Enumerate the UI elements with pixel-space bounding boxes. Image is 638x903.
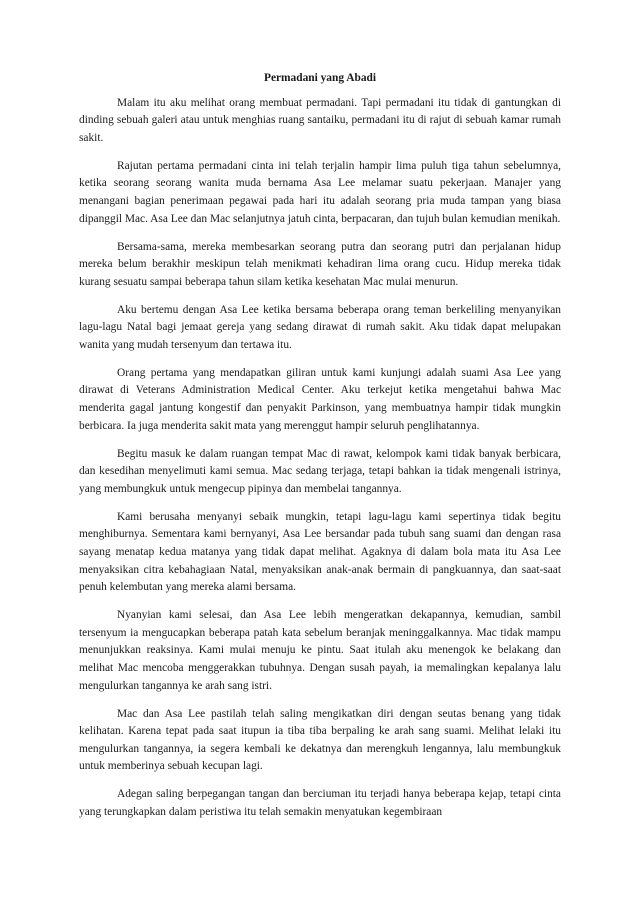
paragraph-8: Nyanyian kami selesai, dan Asa Lee lebih mengeratkan dekapannya, kemudian, sambil tersenyum ia mengucapkan beberapa patah kata sebelum beranjak meninggalkannya. Mac tidak mampu menunjukkan reaksinya. Kami mulai menuju ke pintu. Saat itulah aku menengok ke belakang dan melihat Mac mencoba menggerakkan tubuhnya. Dengan susah payah, ia memalingkan kepalanya lalu mengulurkan tangannya ke arah sang istri. bbox=[79, 609, 561, 692]
paragraph-9: Mac dan Asa Lee pastilah telah saling mengikatkan diri dengan seutas benang yang tidak kelihatan. Karena tepat pada saat itupun ia tiba tiba berpaling ke arah sang suami. Melihat lelaki itu mengulurkan tangannya, ia segera kembali ke dekatnya dan merengkuh lengannya, lalu membungkuk untuk memberinya sebuah kecupan lagi. bbox=[79, 707, 561, 773]
paragraph-5: Orang pertama yang mendapatkan giliran untuk kami kunjungi adalah suami Asa Lee yang dirawat di Veterans Administration Medical Center. Aku terkejut ketika mengetahui bahwa Mac menderita gagal jantung kongestif dan penyakit Parkinson, yang membuatnya hampir tidak mungkin berbicara. Ia juga menderita sakit mata yang merenggut hampir seluruh penglihatannya. bbox=[79, 366, 561, 432]
paragraph-1: Malam itu aku melihat orang membuat permadani. Tapi permadani itu tidak di gantungkan di dinding sebuah galeri atau untuk menghias ruang santaiku, permadani itu di rajut di sebuah kamar rumah sakit. bbox=[79, 96, 561, 144]
paragraph-7: Kami berusaha menyanyi sebaik mungkin, tetapi lagu-lagu kami sepertinya tidak begitu menghiburnya. Sementara kami bernyanyi, Asa Lee bersandar pada tubuh sang suami dan dengan rasa sayang menatap kedua matanya yang tidak dapat melihat. Agaknya di dalam bola mata itu Asa Lee menyaksikan citra kebahagiaan Natal, menyaksikan anak-anak bermain di pangkuannya, dan saat-saat penuh kelembutan yang mereka alami bersama. bbox=[79, 510, 561, 594]
paragraph-2: Rajutan pertama permadani cinta ini telah terjalin hampir lima puluh tiga tahun sebelumnya, ketika seorang seorang wanita muda bernama Asa Lee melamar suatu pekerjaan. Manajer yang menangani bagian penerimaan pegawai pada hari itu adalah seorang pria muda tampan yang biasa dipanggil Mac. Asa Lee dan Mac selanjutnya jatuh cinta, berpacaran, dan tujuh bulan kemudian menikah. bbox=[79, 159, 561, 225]
document-page bbox=[79, 70, 561, 832]
paragraph-3: Bersama-sama, mereka membesarkan seorang putra dan seorang putri dan perjalanan hidup mereka belum berakhir meskipun telah menikmati kehadiran lima orang cucu. Hidup mereka tidak kurang sesuatu sampai beberapa tahun silam ketika kesehatan Mac mulai menurun. bbox=[79, 240, 561, 288]
paragraph-10: Adegan saling berpegangan tangan dan berciuman itu terjadi hanya beberapa kejap, tetapi cinta yang terungkapkan dalam peristiwa itu telah semakin menyatukan kegembiraan bbox=[79, 788, 561, 818]
paragraph-6: Begitu masuk ke dalam ruangan tempat Mac di rawat, kelompok kami tidak banyak berbicara, dan kesedihan menyelimuti kami semua. Mac sedang terjaga, tetapi bahkan ia tidak mengenali istrinya, yang membungkuk untuk mengecup pipinya dan membelai tangannya. bbox=[79, 447, 561, 495]
document-title: Permadani yang Abadi bbox=[263, 72, 377, 84]
paragraph-4: Aku bertemu dengan Asa Lee ketika bersama beberapa orang teman berkeliling menyanyikan lagu-lagu Natal bagi jemaat gereja yang sedang dirawat di rumah sakit. Aku tidak dapat melupakan wanita yang mudah tersenyum dan tertawa itu. bbox=[79, 303, 561, 351]
